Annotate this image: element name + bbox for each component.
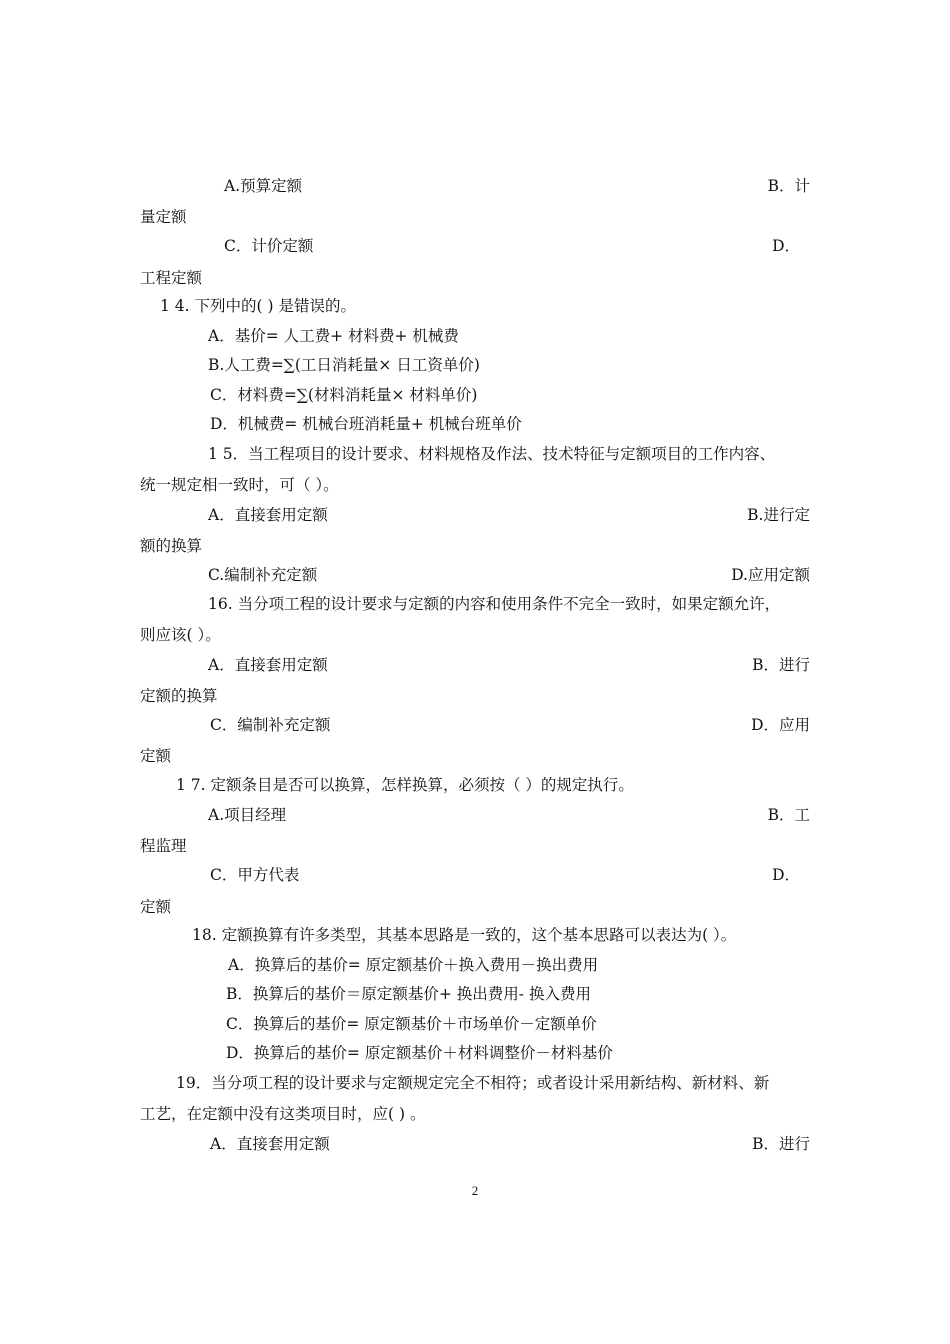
q13-option-d-part1: D． bbox=[772, 237, 800, 255]
q17-option-b-part2: 程监理 bbox=[140, 837, 187, 855]
q17-stem: 1 7. 定额条目是否可以换算，怎样换算，必须按（ ）的规定执行。 bbox=[176, 776, 634, 794]
q13-option-b-part2: 量定额 bbox=[140, 208, 187, 226]
q15-stem-line1: 1 5．当工程项目的设计要求、材料规格及作法、技术特征与定额项目的工作内容、 bbox=[208, 445, 776, 463]
q15-option-b-part1: B.进行定 bbox=[747, 506, 810, 524]
q15-option-c: C.编制补充定额 bbox=[208, 566, 318, 584]
q14-option-b: B.人工费=∑(工日消耗量× 日工资单价) bbox=[208, 356, 480, 374]
q14-stem: 1 4. 下列中的( ) 是错误的。 bbox=[160, 297, 356, 315]
q19-stem-line2: 工艺，在定额中没有这类项目时，应( ) 。 bbox=[140, 1105, 426, 1123]
q16-option-d-part2: 定额 bbox=[140, 747, 172, 765]
q17-option-d-part1: D． bbox=[772, 866, 800, 884]
q15-option-b-part2: 额的换算 bbox=[140, 537, 203, 555]
q14-option-a: A．基价= 人工费+ 材料费+ 机械费 bbox=[208, 327, 459, 345]
q18-option-a: A．换算后的基价= 原定额基价＋换入费用－换出费用 bbox=[228, 956, 599, 974]
q17-option-d-part2: 定额 bbox=[140, 898, 172, 916]
q17-option-b-part1: B．工 bbox=[767, 806, 810, 824]
q15-stem-line2: 统一规定相一致时，可（ ）。 bbox=[140, 476, 339, 494]
q16-option-d-part1: D．应用 bbox=[751, 716, 810, 734]
q17-option-a: A.项目经理 bbox=[208, 806, 287, 824]
q15-option-d: D.应用定额 bbox=[731, 566, 810, 584]
q16-option-b-part2: 定额的换算 bbox=[140, 687, 218, 705]
page-number: 2 bbox=[471, 1183, 479, 1198]
q15-option-a: A．直接套用定额 bbox=[208, 506, 328, 524]
q13-option-b-part1: B．计 bbox=[767, 177, 810, 195]
q18-option-d: D．换算后的基价= 原定额基价＋材料调整价－材料基价 bbox=[226, 1044, 613, 1062]
q19-option-b-part1: B．进行 bbox=[752, 1135, 810, 1153]
q18-stem: 18. 定额换算有许多类型，其基本思路是一致的，这个基本思路可以表达为( ）。 bbox=[192, 926, 737, 944]
q18-option-c: C．换算后的基价= 原定额基价＋市场单价－定额单价 bbox=[226, 1015, 597, 1033]
q16-option-c: C．编制补充定额 bbox=[210, 716, 331, 734]
q13-option-d-part2: 工程定额 bbox=[140, 269, 203, 287]
q14-option-c: C．材料费=∑(材料消耗量× 材料单价) bbox=[210, 386, 478, 404]
q17-option-c: C．甲方代表 bbox=[210, 866, 300, 884]
q19-stem-line1: 19．当分项工程的设计要求与定额规定完全不相符；或者设计采用新结构、新材料、新 bbox=[176, 1074, 770, 1092]
q16-option-b-part1: B．进行 bbox=[752, 656, 810, 674]
q13-option-a: A.预算定额 bbox=[224, 177, 303, 195]
q18-option-b: B．换算后的基价＝原定额基价+ 换出费用- 换入费用 bbox=[226, 985, 591, 1003]
q13-option-c: C．计价定额 bbox=[224, 237, 314, 255]
q14-option-d: D．机械费= 机械台班消耗量+ 机械台班单价 bbox=[210, 415, 522, 433]
q16-stem-line2: 则应该( ）。 bbox=[140, 626, 221, 644]
q16-stem-line1: 16. 当分项工程的设计要求与定额的内容和使用条件不完全一致时，如果定额允许， bbox=[208, 595, 781, 613]
q19-option-a: A．直接套用定额 bbox=[210, 1135, 330, 1153]
q16-option-a: A．直接套用定额 bbox=[208, 656, 328, 674]
